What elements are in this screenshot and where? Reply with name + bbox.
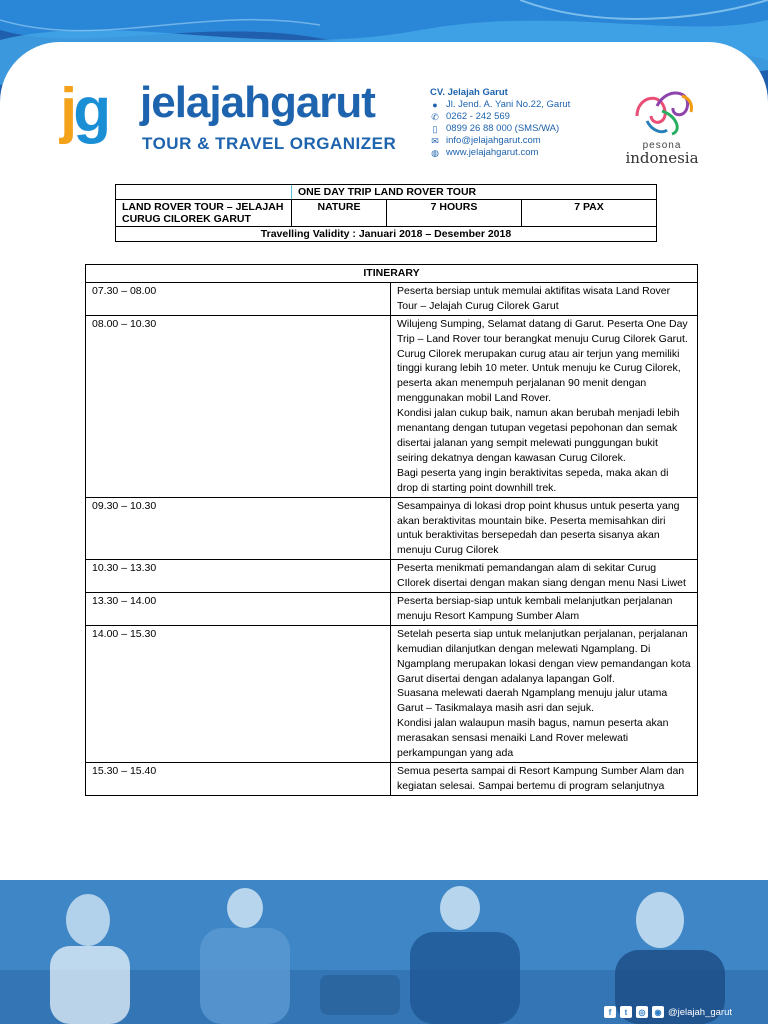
location-pin-icon: ● <box>432 100 438 110</box>
logo-mark: jg <box>60 76 108 145</box>
itinerary-description: Sesampainya di lokasi drop point khusus untuk peserta yang akan beraktivitas mountain bike. Peserta memisahkan diri untuk beraktivitas bersepedah dan peserta sisanya akan menuju Curug Cilorek <box>391 497 698 560</box>
instagram-icon[interactable]: ◎ <box>636 1006 648 1018</box>
pesona-text: pesona <box>642 140 682 151</box>
chat-icon[interactable]: ◉ <box>652 1006 664 1018</box>
mobile-icon: ▯ <box>432 124 438 134</box>
itinerary-row <box>86 282 698 315</box>
itinerary-table <box>85 264 698 796</box>
itinerary-body <box>86 282 698 795</box>
itinerary-time: 07.30 – 08.00 <box>86 282 391 315</box>
brand-tagline: TOUR & TRAVEL ORGANIZER <box>142 134 397 153</box>
itinerary-description: Peserta bersiap-siap untuk kembali melanjutkan perjalanan menuju Resort Kampung Sumber Alam <box>391 593 698 626</box>
brand-name: jelajahgarut <box>140 78 375 127</box>
itinerary-time: 10.30 – 13.30 <box>86 560 391 593</box>
pesona-indonesia-logo <box>612 86 712 166</box>
travelling-validity: Travelling Validity : Januari 2018 – Desember 2018 <box>116 227 657 242</box>
tour-name: LAND ROVER TOUR – JELAJAH CURUG CILOREK GARUT <box>116 200 292 227</box>
itinerary-row <box>86 763 698 796</box>
indonesia-text: indonesia <box>625 149 699 167</box>
itinerary-description: Semua peserta sampai di Resort Kampung Sumber Alam dan kegiatan selesai. Sampai bertemu di program selanjutnya <box>391 763 698 796</box>
itinerary-row <box>86 315 698 497</box>
website-link[interactable]: www.jelajahgarut.com <box>446 147 539 158</box>
itinerary-description: Setelah peserta siap untuk melanjutkan perjalanan, perjalanan kemudian dilanjutkan dengan melewati Ngamplang. Di Ngamplang merupakan lokasi dengan view pemandangan kota Garut disertai dengan adalanya lapangan Golf. Suasana melewati daerah Ngamplang menuju jalur utama Garut – Tasikmalaya masih asri dan sejuk. Kondisi jalan walaupun masih bagus, namun peserta akan merasakan sensasi menaiki Land Rover melewati perkampungan yang ada <box>391 625 698 762</box>
social-handle[interactable]: @jelajah_garut <box>667 1006 732 1018</box>
company-name: CV. Jelajah Garut <box>430 87 508 98</box>
summary-title: ONE DAY TRIP LAND ROVER TOUR <box>292 185 657 200</box>
contact-block <box>430 87 570 159</box>
itinerary-time: 13.30 – 14.00 <box>86 593 391 626</box>
footer-photo-banner <box>0 880 768 1024</box>
tour-summary-table <box>115 184 657 242</box>
mobile-text: 0899 26 88 000 (SMS/WA) <box>446 123 560 134</box>
social-bar <box>604 1006 732 1018</box>
globe-icon: ◍ <box>431 148 439 158</box>
itinerary-row <box>86 560 698 593</box>
itinerary-time: 09.30 – 10.30 <box>86 497 391 560</box>
email-icon: ✉ <box>431 136 439 146</box>
facebook-icon[interactable]: f <box>604 1006 616 1018</box>
phone-text: 0262 - 242 569 <box>446 111 510 122</box>
itinerary-time: 15.30 – 15.40 <box>86 763 391 796</box>
itinerary-time: 14.00 – 15.30 <box>86 625 391 762</box>
itinerary-row <box>86 593 698 626</box>
pesona-swirl-icon <box>627 86 697 136</box>
itinerary-row <box>86 625 698 762</box>
tour-pax: 7 PAX <box>522 200 657 227</box>
phone-icon: ✆ <box>431 112 439 122</box>
tour-category: NATURE <box>292 200 387 227</box>
twitter-icon[interactable]: t <box>620 1006 632 1018</box>
email-link[interactable]: info@jelajahgarut.com <box>446 135 541 146</box>
itinerary-row <box>86 497 698 560</box>
address-text: Jl. Jend. A. Yani No.22, Garut <box>446 99 571 110</box>
itinerary-description: Peserta menikmati pemandangan alam di sekitar Curug CIlorek disertai dengan makan siang dengan menu Nasi Liwet <box>391 560 698 593</box>
tour-duration: 7 HOURS <box>387 200 522 227</box>
itinerary-description: Peserta bersiap untuk memulai aktifitas wisata Land Rover Tour – Jelajah Curug Cilorek Garut <box>391 282 698 315</box>
itinerary-time: 08.00 – 10.30 <box>86 315 391 497</box>
itinerary-header: ITINERARY <box>86 265 698 283</box>
itinerary-description: Wilujeng Sumping, Selamat datang di Garut. Peserta One Day Trip – Land Rover tour berangkat menuju Curug Cilorek Garut. Curug Cilorek merupakan curug atau air terjun yang memiliki tinggi kurang lebih 10 meter. Untuk menuju ke Curug Cilorek, peserta akan menempuh perjalanan 90 menit dengan menggunakan mobil Land Rover. Kondisi jalan cukup baik, namun akan berubah menjadi lebih menantang dengan tutupan vegetasi pepohonan dan semak disertai jalanan yang sempit melewati punggungan bukit seiring dekatnya dengan kawasan Curug Cilorek. Bagi peserta yang ingin beraktivitas sepeda, maka akan di drop di starting point downhill trek. <box>391 315 698 497</box>
tour-participants-photo <box>0 880 768 1024</box>
